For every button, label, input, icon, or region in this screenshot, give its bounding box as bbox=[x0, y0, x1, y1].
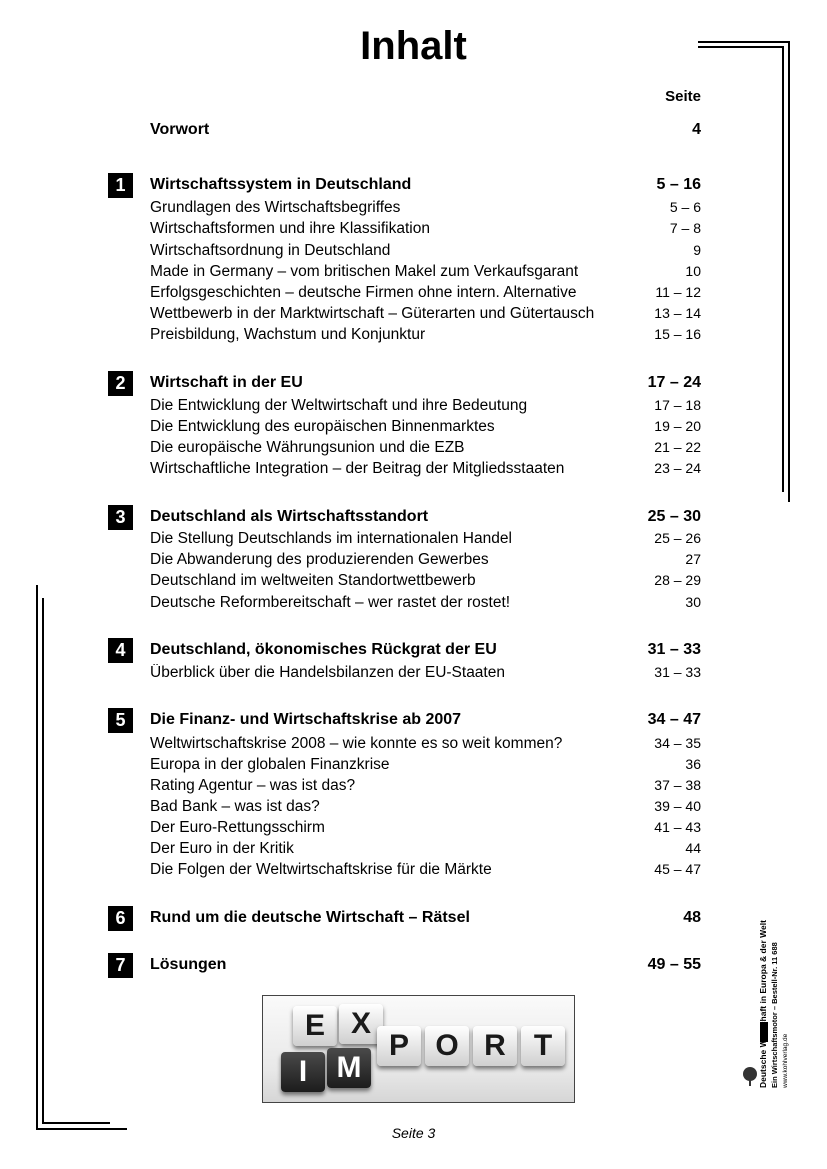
toc-entry-pages: 37 – 38 bbox=[654, 777, 701, 793]
toc-entry[interactable] bbox=[150, 439, 701, 457]
toc-entry-pages: 27 bbox=[685, 551, 701, 567]
toc-entry[interactable] bbox=[150, 460, 701, 478]
toc-entry[interactable] bbox=[150, 572, 701, 590]
toc-chapter-6[interactable] bbox=[150, 909, 701, 927]
toc-entry-pages: 36 bbox=[685, 756, 701, 772]
toc-entry-title: Wirtschaftsformen und ihre Klassifikation bbox=[150, 220, 430, 237]
toc-entry[interactable] bbox=[150, 397, 701, 415]
toc-entry-pages: 31 – 33 bbox=[654, 664, 701, 680]
publisher-url: www.kohlverlag.de bbox=[782, 1033, 789, 1088]
toc-entry-title: Die Entwicklung der Weltwirtschaft und ihre Bedeutung bbox=[150, 397, 528, 414]
toc-entry[interactable] bbox=[150, 798, 701, 816]
cube-letter: M bbox=[327, 1048, 371, 1088]
book-subtitle: Ein Wirtschaftsmotor – Bestell-Nr. 11 688 bbox=[770, 942, 779, 1088]
book-title: Deutsche Wirtschaft in Europa & der Welt bbox=[758, 920, 768, 1088]
toc-entry-title: Die Entwicklung des europäischen Binnenmarktes bbox=[150, 418, 495, 435]
toc-entry-page: 4 bbox=[692, 121, 701, 138]
toc-chapter-4[interactable] bbox=[150, 641, 701, 659]
toc-entry-pages: 15 – 16 bbox=[654, 326, 701, 342]
frame-line bbox=[42, 598, 44, 1124]
toc-entry-title: Deutschland im weltweiten Standortwettbewerb bbox=[150, 572, 476, 589]
toc-entry[interactable] bbox=[150, 242, 701, 260]
toc-entry[interactable] bbox=[150, 756, 701, 774]
toc-entry[interactable] bbox=[150, 199, 701, 217]
toc-entry-vorwort[interactable] bbox=[150, 121, 701, 139]
chapter-number-badge: 3 bbox=[108, 505, 133, 530]
toc-entry-pages: 5 – 6 bbox=[669, 199, 701, 215]
toc-chapter-1[interactable] bbox=[150, 176, 701, 194]
chapter-number-badge: 7 bbox=[108, 953, 133, 978]
frame-line bbox=[788, 41, 790, 502]
cube-letter: R bbox=[473, 1026, 517, 1066]
chapter-number-badge: 4 bbox=[108, 638, 133, 663]
toc-entry-title: Die Abwanderung des produzierenden Gewerbes bbox=[150, 551, 489, 568]
cube-letter: T bbox=[521, 1026, 565, 1066]
toc-entry-pages: 13 – 14 bbox=[654, 305, 701, 321]
toc-chapter-title: Deutschland, ökonomisches Rückgrat der EU bbox=[150, 641, 497, 658]
cube-letter: P bbox=[377, 1026, 421, 1066]
toc-entry-title: Der Euro in der Kritik bbox=[150, 840, 294, 857]
toc-entry-title: Deutsche Reformbereitschaft – wer rastet der rostet! bbox=[150, 594, 511, 611]
toc-entry-title: Vorwort bbox=[150, 121, 210, 138]
page-title: Inhalt bbox=[360, 24, 467, 68]
toc-entry-pages: 11 – 12 bbox=[655, 284, 701, 300]
toc-chapter-title: Wirtschaftssystem in Deutschland bbox=[150, 176, 412, 193]
toc-chapter-pages: 25 – 30 bbox=[647, 508, 701, 525]
toc-entry-pages: 25 – 26 bbox=[654, 530, 701, 546]
toc-chapter-title: Lösungen bbox=[150, 956, 227, 973]
toc-entry[interactable] bbox=[150, 594, 701, 612]
toc-chapter-2[interactable] bbox=[150, 374, 701, 392]
toc-chapter-pages: 48 bbox=[683, 909, 701, 926]
chapter-number-badge: 5 bbox=[108, 708, 133, 733]
chapter-number-badge: 1 bbox=[108, 173, 133, 198]
toc-entry-title: Wettbewerb in der Marktwirtschaft – Güterarten und Gütertausch bbox=[150, 305, 595, 322]
cube-letter: O bbox=[425, 1026, 469, 1066]
toc-entry-pages: 28 – 29 bbox=[654, 572, 701, 588]
toc-entry-title: Grundlagen des Wirtschaftsbegriffes bbox=[150, 199, 401, 216]
toc-chapter-pages: 5 – 16 bbox=[656, 176, 701, 193]
toc-entry-pages: 10 bbox=[685, 263, 701, 279]
toc-entry[interactable] bbox=[150, 735, 701, 753]
chapter-number-badge: 6 bbox=[108, 906, 133, 931]
frame-line bbox=[698, 46, 784, 48]
toc-entry[interactable] bbox=[150, 861, 701, 879]
toc-entry-pages: 23 – 24 bbox=[654, 460, 701, 476]
toc-entry-pages: 21 – 22 bbox=[654, 439, 701, 455]
frame-line bbox=[698, 41, 790, 43]
toc-entry-title: Erfolgsgeschichten – deutsche Firmen ohne intern. Alternative bbox=[150, 284, 577, 301]
publisher-sidebar bbox=[758, 920, 789, 1088]
cube-letter: X bbox=[339, 1004, 383, 1044]
toc-entry-pages: 39 – 40 bbox=[654, 798, 701, 814]
toc-entry-pages: 30 bbox=[685, 594, 701, 610]
toc-entry-title: Wirtschaftsordnung in Deutschland bbox=[150, 242, 391, 259]
export-import-image bbox=[262, 995, 575, 1103]
toc-entry-title: Die Folgen der Weltwirtschaftskrise für die Märkte bbox=[150, 861, 492, 878]
toc-entry[interactable] bbox=[150, 220, 701, 238]
toc-entry[interactable] bbox=[150, 819, 701, 837]
toc-entry-title: Die Stellung Deutschlands im internationalen Handel bbox=[150, 530, 512, 547]
toc-chapter-pages: 31 – 33 bbox=[647, 641, 701, 658]
toc-chapter-title: Deutschland als Wirtschaftsstandort bbox=[150, 508, 429, 525]
page-column-label: Seite bbox=[665, 88, 701, 105]
toc-entry-pages: 41 – 43 bbox=[654, 819, 701, 835]
toc-entry-title: Rating Agentur – was ist das? bbox=[150, 777, 356, 794]
toc-entry-pages: 7 – 8 bbox=[669, 220, 701, 236]
toc-chapter-7[interactable] bbox=[150, 956, 701, 974]
toc-entry[interactable] bbox=[150, 305, 701, 323]
toc-entry-title: Wirtschaftliche Integration – der Beitrag der Mitgliedsstaaten bbox=[150, 460, 565, 477]
toc-entry-title: Bad Bank – was ist das? bbox=[150, 798, 320, 815]
toc-entry[interactable] bbox=[150, 263, 701, 281]
toc-entry-pages: 19 – 20 bbox=[654, 418, 701, 434]
toc-entry-pages: 34 – 35 bbox=[654, 735, 701, 751]
page-footer: Seite 3 bbox=[391, 1125, 436, 1141]
cube-letter: I bbox=[281, 1052, 325, 1092]
toc-entry-pages: 45 – 47 bbox=[654, 861, 701, 877]
frame-line bbox=[782, 46, 784, 492]
toc-entry-title: Preisbildung, Wachstum und Konjunktur bbox=[150, 326, 426, 343]
toc-entry-title: Made in Germany – vom britischen Makel zum Verkaufsgarant bbox=[150, 263, 579, 280]
toc-entry-pages: 44 bbox=[685, 840, 701, 856]
toc-entry-title: Weltwirtschaftskrise 2008 – wie konnte es so weit kommen? bbox=[150, 735, 563, 752]
frame-line bbox=[36, 585, 38, 1130]
toc-entry-pages: 17 – 18 bbox=[654, 397, 701, 413]
toc-entry[interactable] bbox=[150, 530, 701, 548]
toc-entry[interactable] bbox=[150, 777, 701, 795]
toc-chapter-pages: 49 – 55 bbox=[647, 956, 701, 973]
toc-chapter-3[interactable] bbox=[150, 508, 701, 526]
toc-entry[interactable] bbox=[150, 840, 701, 858]
toc-entry-title: Überblick über die Handelsbilanzen der EU-Staaten bbox=[150, 664, 505, 681]
toc-chapter-title: Rund um die deutsche Wirtschaft – Rätsel bbox=[150, 909, 470, 926]
toc-chapter-pages: 17 – 24 bbox=[647, 374, 701, 391]
toc-chapter-5[interactable] bbox=[150, 711, 701, 729]
toc-entry-title: Der Euro-Rettungsschirm bbox=[150, 819, 325, 836]
toc-entry[interactable] bbox=[150, 551, 701, 569]
frame-line bbox=[42, 1122, 110, 1124]
toc-entry[interactable] bbox=[150, 664, 701, 682]
toc-entry-title: Europa in der globalen Finanzkrise bbox=[150, 756, 390, 773]
toc-entry[interactable] bbox=[150, 284, 701, 302]
toc-chapter-pages: 34 – 47 bbox=[647, 711, 701, 728]
toc-entry[interactable] bbox=[150, 326, 701, 344]
toc-chapter-title: Die Finanz- und Wirtschaftskrise ab 2007 bbox=[150, 711, 462, 728]
toc-entry-pages: 9 bbox=[693, 242, 701, 258]
chapter-number-badge: 2 bbox=[108, 371, 133, 396]
toc-entry-title: Die europäische Währungsunion und die EZB bbox=[150, 439, 465, 456]
toc-chapter-title: Wirtschaft in der EU bbox=[150, 374, 303, 391]
cube-letter: E bbox=[293, 1006, 337, 1046]
toc-entry[interactable] bbox=[150, 418, 701, 436]
